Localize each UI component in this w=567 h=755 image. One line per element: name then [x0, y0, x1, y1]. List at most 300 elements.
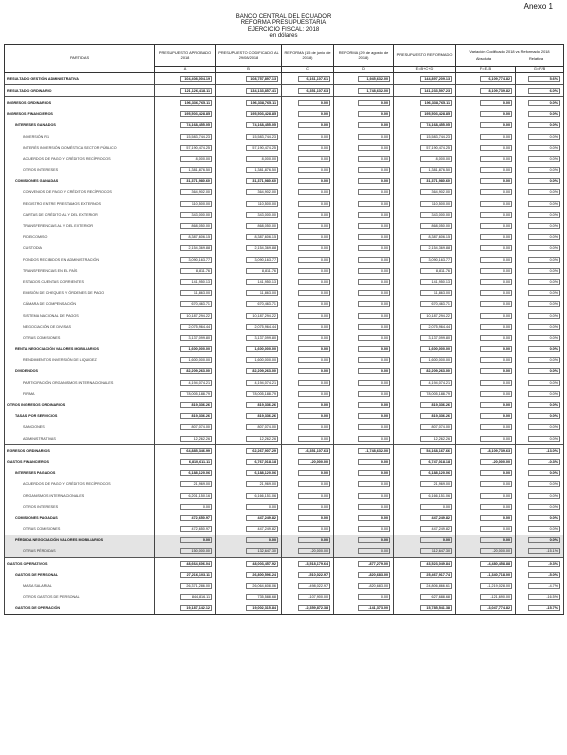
- col-code-a: A: [155, 67, 216, 73]
- cell-g: [516, 198, 564, 209]
- row-label: CÁMARA DE COMPENSACIÓN: [5, 299, 155, 310]
- table-row: [5, 355, 564, 366]
- cell-b: [216, 198, 282, 209]
- value-a: 472,650.97: [180, 526, 212, 532]
- cell-g: [516, 142, 564, 153]
- cell-b: [216, 310, 282, 321]
- value-d: 0.00: [358, 100, 390, 106]
- cell-e: [394, 142, 456, 153]
- table-row: [5, 490, 564, 501]
- cell-g: [516, 85, 564, 97]
- value-a: 1,381,876.50: [180, 167, 212, 173]
- cell-b: [216, 165, 282, 176]
- cell-d: [334, 120, 394, 131]
- value-b: 868,050.00: [246, 223, 278, 229]
- table-row: [5, 479, 564, 490]
- cell-c: [282, 232, 334, 243]
- cell-a: [155, 310, 216, 321]
- cell-c: [282, 512, 334, 523]
- value-f: 0.00: [480, 515, 512, 521]
- table-row: [5, 501, 564, 512]
- cell-f: [456, 490, 516, 501]
- value-d: -820,683.00: [358, 572, 390, 578]
- cell-f: [456, 332, 516, 343]
- cell-d: [334, 490, 394, 501]
- currency-unit: en dólares: [269, 32, 298, 39]
- cell-c: [282, 468, 334, 479]
- value-c: 0.00: [298, 313, 330, 319]
- value-g: 0.0%: [528, 413, 560, 419]
- cell-c: [282, 377, 334, 388]
- value-a: 31,371,980.60: [180, 178, 212, 184]
- row-label: RENTA NEGOCIACIÓN VALORES MOBILIARIOS: [5, 344, 155, 355]
- value-f: 0.00: [480, 301, 512, 307]
- report-title-block: [0, 14, 567, 39]
- col-code-f: F=E-B: [456, 67, 516, 73]
- value-b: 819,336.26: [246, 402, 278, 408]
- cell-a: [155, 377, 216, 388]
- cell-e: [394, 592, 456, 603]
- cell-c: [282, 558, 334, 570]
- cell-a: [155, 187, 216, 198]
- row-label: GASTOS DE OPERACIÓN: [5, 603, 155, 615]
- value-b: 670,463.71: [246, 301, 278, 307]
- cell-c: [282, 209, 334, 220]
- cell-e: [394, 165, 456, 176]
- cell-d: [334, 411, 394, 422]
- table-row: [5, 422, 564, 433]
- cell-f: [456, 187, 516, 198]
- value-b: 82,209,263.00: [246, 368, 278, 374]
- value-f: 0.00: [480, 189, 512, 195]
- cell-b: [216, 479, 282, 490]
- value-a: 1,600,000.00: [180, 357, 212, 363]
- cell-g: [516, 165, 564, 176]
- value-b: 1,600,000.00: [246, 346, 278, 352]
- row-label: OTROS INTERESES: [5, 501, 155, 512]
- value-e: 11,863.00: [420, 290, 452, 296]
- value-g: 0.0%: [528, 122, 560, 128]
- value-g: 0.0%: [528, 279, 560, 285]
- cell-e: [394, 546, 456, 558]
- cell-b: [216, 73, 282, 85]
- row-label: NEGOCIACIÓN DE DIVISAS: [5, 321, 155, 332]
- cell-b: [216, 355, 282, 366]
- cell-d: [334, 445, 394, 457]
- value-d: -820,683.00: [358, 583, 390, 589]
- cell-a: [155, 120, 216, 131]
- cell-c: [282, 97, 334, 109]
- value-a: 807,074.00: [180, 424, 212, 430]
- value-g: -0.3%: [528, 459, 560, 465]
- cell-f: [456, 546, 516, 558]
- cell-c: [282, 85, 334, 97]
- value-a: 472,650.97: [180, 515, 212, 521]
- value-e: 343,000.00: [420, 212, 452, 218]
- value-e: 3,090,163.77: [420, 257, 452, 263]
- cell-e: [394, 524, 456, 535]
- value-c: 0.00: [298, 335, 330, 341]
- cell-a: [155, 422, 216, 433]
- value-d: -877,279.00: [358, 561, 390, 567]
- value-f: -121,690.00: [480, 594, 512, 600]
- value-f: 0.00: [480, 537, 512, 543]
- row-label: COMISIONES PAGADAS: [5, 512, 155, 523]
- value-g: 0.0%: [528, 111, 560, 117]
- value-g: 0.0%: [528, 223, 560, 229]
- col-header-variation: [456, 45, 564, 67]
- value-f: 0.00: [480, 257, 512, 263]
- cell-f: [456, 592, 516, 603]
- value-d: 0.00: [358, 402, 390, 408]
- value-c: 0.00: [298, 357, 330, 363]
- value-b: 343,000.00: [246, 212, 278, 218]
- table-row: [5, 220, 564, 231]
- value-e: 1,600,000.00: [420, 346, 452, 352]
- value-c: 0.00: [298, 290, 330, 296]
- cell-g: [516, 388, 564, 399]
- value-c: 0.00: [298, 391, 330, 397]
- table-row: [5, 535, 564, 546]
- cell-f: [456, 310, 516, 321]
- cell-g: [516, 377, 564, 388]
- cell-f: [456, 399, 516, 410]
- table-row: [5, 299, 564, 310]
- table-row: [5, 109, 564, 120]
- value-d: 0.00: [358, 537, 390, 543]
- cell-g: [516, 479, 564, 490]
- cell-g: [516, 265, 564, 276]
- value-e: 25,467,917.74: [420, 572, 452, 578]
- row-label: ESTADOS CUENTAS CORRIENTES: [5, 276, 155, 287]
- budget-table-container: [4, 44, 563, 615]
- value-a: 21,969.00: [180, 481, 212, 487]
- cell-f: [456, 232, 516, 243]
- value-d: 0.00: [358, 324, 390, 330]
- value-e: 807,074.00: [420, 424, 452, 430]
- value-e: 627,688.68: [420, 594, 452, 600]
- cell-d: [334, 131, 394, 142]
- cell-c: [282, 490, 334, 501]
- cell-b: [216, 501, 282, 512]
- value-f: 0.00: [480, 212, 512, 218]
- value-a: 8,387,606.15: [180, 234, 212, 240]
- value-a: 10,187,294.22: [180, 313, 212, 319]
- value-g: 0.0%: [528, 526, 560, 532]
- cell-e: [394, 276, 456, 287]
- cell-f: [456, 176, 516, 187]
- cell-a: [155, 109, 216, 120]
- cell-b: [216, 569, 282, 580]
- value-f: 0.00: [480, 335, 512, 341]
- value-f: 6,109,774.82: [480, 76, 512, 82]
- cell-f: [456, 243, 516, 254]
- value-b: 15,583,744.23: [246, 134, 278, 140]
- value-f: 0.00: [480, 223, 512, 229]
- cell-d: [334, 388, 394, 399]
- table-row: [5, 97, 564, 109]
- cell-e: [394, 299, 456, 310]
- cell-a: [155, 131, 216, 142]
- value-d: 0.00: [358, 459, 390, 465]
- table-row: [5, 276, 564, 287]
- value-g: 0.0%: [528, 504, 560, 510]
- value-f: 0.00: [480, 436, 512, 442]
- cell-a: [155, 468, 216, 479]
- cell-g: [516, 310, 564, 321]
- value-b: 3,137,099.80: [246, 335, 278, 341]
- cell-d: [334, 366, 394, 377]
- value-c: 0.00: [298, 324, 330, 330]
- row-label: RESULTADO ORDINARIO: [5, 85, 155, 97]
- value-a: 104,408,004.19: [180, 76, 212, 82]
- cell-c: [282, 187, 334, 198]
- cell-a: [155, 558, 216, 570]
- value-e: 2,154,369.88: [420, 245, 452, 251]
- cell-c: [282, 388, 334, 399]
- value-a: 64,885,346.99: [180, 448, 212, 454]
- value-g: 0.0%: [528, 402, 560, 408]
- value-d: 0.00: [358, 526, 390, 532]
- value-g: 0.0%: [528, 335, 560, 341]
- cell-a: [155, 355, 216, 366]
- value-g: 0.0%: [528, 178, 560, 184]
- cell-b: [216, 131, 282, 142]
- value-f: -20,000.00: [480, 548, 512, 554]
- row-label: OTROS INTERESES: [5, 165, 155, 176]
- value-b: 807,074.00: [246, 424, 278, 430]
- value-e: 1,381,876.50: [420, 167, 452, 173]
- cell-g: [516, 220, 564, 231]
- table-row: [5, 445, 564, 457]
- value-c: 0.00: [298, 111, 330, 117]
- table-row: [5, 580, 564, 591]
- value-b: 141,950.13: [246, 279, 278, 285]
- cell-d: [334, 153, 394, 164]
- row-label: TASAS POR SERVICIOS: [5, 411, 155, 422]
- value-a: 121,126,418.11: [180, 88, 212, 94]
- value-a: 819,336.26: [180, 413, 212, 419]
- value-e: 868,050.00: [420, 223, 452, 229]
- row-label: RESULTADO GESTIÓN ADMINISTRATIVA: [5, 73, 155, 85]
- value-g: -5.0%: [528, 572, 560, 578]
- cell-a: [155, 176, 216, 187]
- value-a: 82,209,263.00: [180, 368, 212, 374]
- value-f: 0.00: [480, 111, 512, 117]
- value-a: 1,600,000.00: [180, 346, 212, 352]
- value-d: -141,373.00: [358, 605, 390, 611]
- value-c: 0.00: [298, 537, 330, 543]
- value-e: 8,387,606.15: [420, 234, 452, 240]
- cell-g: [516, 243, 564, 254]
- cell-d: [334, 254, 394, 265]
- cell-a: [155, 490, 216, 501]
- cell-g: [516, 232, 564, 243]
- value-e: 15,785,541.38: [420, 605, 452, 611]
- value-b: 78,005,188.79: [246, 391, 278, 397]
- cell-e: [394, 344, 456, 355]
- row-label: GASTOS OPERATIVOS: [5, 558, 155, 570]
- cell-b: [216, 344, 282, 355]
- cell-c: [282, 546, 334, 558]
- value-f: -1,219,028.00: [480, 583, 512, 589]
- cell-g: [516, 299, 564, 310]
- cell-g: [516, 546, 564, 558]
- value-d: 0.00: [358, 167, 390, 173]
- value-e: 141,233,597.23: [420, 88, 452, 94]
- value-a: 0.00: [180, 504, 212, 510]
- value-a: 8,811.76: [180, 268, 212, 274]
- cell-e: [394, 366, 456, 377]
- cell-e: [394, 377, 456, 388]
- bank-name: BANCO CENTRAL DEL ECUADOR: [235, 14, 332, 20]
- cell-a: [155, 524, 216, 535]
- cell-b: [216, 377, 282, 388]
- value-b: 26,064,608.06: [246, 583, 278, 589]
- value-d: 0.00: [358, 122, 390, 128]
- cell-a: [155, 479, 216, 490]
- row-label: ACUERDOS DE PAGO Y CRÉDITOS RECÍPROCOS: [5, 153, 155, 164]
- cell-a: [155, 220, 216, 231]
- cell-b: [216, 243, 282, 254]
- row-label: CUSTODIA: [5, 243, 155, 254]
- fiscal-year: EJERCICIO FISCAL: 2018: [247, 26, 320, 33]
- value-a: 110,500.00: [180, 201, 212, 207]
- table-row: [5, 399, 564, 410]
- value-f: -3,047,774.82: [480, 605, 512, 611]
- value-g: 0.0%: [528, 167, 560, 173]
- value-c: 0.00: [298, 145, 330, 151]
- value-d: 0.00: [358, 515, 390, 521]
- value-g: 0.0%: [528, 357, 560, 363]
- value-f: 0.00: [480, 380, 512, 386]
- cell-d: [334, 198, 394, 209]
- value-e: 24,806,866.61: [420, 583, 452, 589]
- value-b: 26,800,596.24: [246, 572, 278, 578]
- table-row: [5, 254, 564, 265]
- value-c: 0.00: [298, 515, 330, 521]
- value-e: 21,969.00: [420, 481, 452, 487]
- value-d: 0.00: [358, 380, 390, 386]
- value-a: 4,194,074.21: [180, 380, 212, 386]
- cell-b: [216, 109, 282, 120]
- value-g: 0.0%: [528, 134, 560, 140]
- value-c: 0.00: [298, 402, 330, 408]
- value-g: 0.0%: [528, 515, 560, 521]
- value-d: 0.00: [358, 145, 390, 151]
- cell-f: [456, 131, 516, 142]
- cell-d: [334, 558, 394, 570]
- cell-f: [456, 220, 516, 231]
- row-label: OTROS GASTOS DE PERSONAL: [5, 592, 155, 603]
- value-d: -1,748,632.00: [358, 448, 390, 454]
- value-f: 0.00: [480, 346, 512, 352]
- value-g: -4.7%: [528, 583, 560, 589]
- value-c: 0.00: [298, 134, 330, 140]
- value-c: 0.00: [298, 526, 330, 532]
- table-row: [5, 288, 564, 299]
- cell-b: [216, 580, 282, 591]
- value-d: 0.00: [358, 234, 390, 240]
- value-b: 196,338,765.11: [246, 100, 278, 106]
- value-g: 0.0%: [528, 368, 560, 374]
- cell-c: [282, 366, 334, 377]
- table-row: [5, 377, 564, 388]
- value-a: 74,168,455.05: [180, 122, 212, 128]
- cell-g: [516, 366, 564, 377]
- value-b: 1,381,876.50: [246, 167, 278, 173]
- cell-d: [334, 165, 394, 176]
- value-f: 0.00: [480, 279, 512, 285]
- value-e: 6,188,120.06: [420, 470, 452, 476]
- value-b: 1,600,000.00: [246, 357, 278, 363]
- cell-e: [394, 479, 456, 490]
- col-header-reform-august: REFORMA (29 de agosto de 2018): [334, 45, 394, 67]
- value-f: 0.00: [480, 470, 512, 476]
- budget-table-body: [5, 73, 564, 615]
- table-row: [5, 603, 564, 615]
- value-d: 0.00: [358, 493, 390, 499]
- value-c: -107,900.00: [298, 594, 330, 600]
- cell-b: [216, 232, 282, 243]
- value-b: 4,194,074.21: [246, 380, 278, 386]
- cell-f: [456, 558, 516, 570]
- row-label: MASA SALARIAL: [5, 580, 155, 591]
- table-row: [5, 73, 564, 85]
- cell-d: [334, 569, 394, 580]
- cell-d: [334, 220, 394, 231]
- cell-d: [334, 85, 394, 97]
- cell-b: [216, 490, 282, 501]
- cell-b: [216, 209, 282, 220]
- cell-d: [334, 187, 394, 198]
- value-c: 0.00: [298, 257, 330, 263]
- row-label: SISTEMA NACIONAL DE PAGOS: [5, 310, 155, 321]
- cell-c: [282, 176, 334, 187]
- row-label: PÉRDIDA NEGOCIACIÓN VALORES MOBILIARIOS: [5, 535, 155, 546]
- cell-g: [516, 176, 564, 187]
- cell-c: [282, 109, 334, 120]
- value-b: 10,187,294.22: [246, 313, 278, 319]
- value-d: 0.00: [358, 111, 390, 117]
- value-g: 0.0%: [528, 201, 560, 207]
- table-row: [5, 165, 564, 176]
- value-b: 447,249.82: [246, 515, 278, 521]
- value-b: 19,002,315.84: [246, 605, 278, 611]
- cell-e: [394, 131, 456, 142]
- cell-b: [216, 254, 282, 265]
- cell-d: [334, 97, 394, 109]
- row-label: GASTOS DE PERSONAL: [5, 569, 155, 580]
- table-row: [5, 433, 564, 445]
- col-header-approved: PRESUPUESTO APROBADO 2018: [155, 45, 216, 67]
- value-c: 0.00: [298, 436, 330, 442]
- value-f: 0.00: [480, 167, 512, 173]
- value-c: -20,000.00: [298, 459, 330, 465]
- cell-g: [516, 73, 564, 85]
- value-b: 6,188,120.06: [246, 470, 278, 476]
- cell-c: [282, 288, 334, 299]
- value-d: 0.00: [358, 346, 390, 352]
- value-f: 0.00: [480, 368, 512, 374]
- value-c: 0.00: [298, 245, 330, 251]
- table-row: [5, 131, 564, 142]
- cell-b: [216, 299, 282, 310]
- value-e: 447,249.82: [420, 526, 452, 532]
- table-row: [5, 85, 564, 97]
- row-label: INTERESES PAGADOS: [5, 468, 155, 479]
- cell-e: [394, 310, 456, 321]
